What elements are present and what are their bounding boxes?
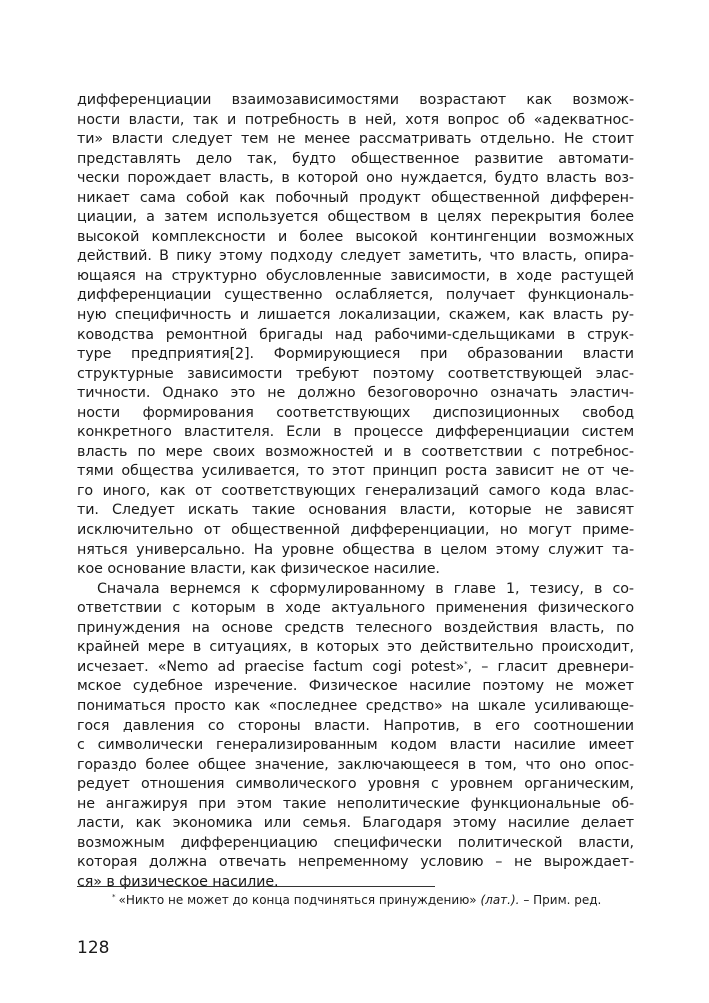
text-line: возможным дифференциацию специфически политической власти,	[77, 834, 634, 851]
text-line: с символически генерализированным кодом власти насилие имеет	[77, 737, 634, 754]
text-line: ти. Следует искать такие основания власти, которые не зависят	[77, 502, 634, 519]
text-line: циации, а затем используется обществом в целях перекрытия более	[77, 209, 634, 226]
text-line: го иного, как от соответствующих генерализаций самого кода влас-	[77, 482, 634, 499]
text-line: высокой комплексности и более высокой контингенции возможных	[77, 228, 634, 245]
text-line	[77, 658, 634, 678]
text-line: Сначала вернемся к сформулированному в главе 1, тезису, в со-	[97, 580, 634, 597]
text-line: гораздо более общее значение, заключающееся в том, что оно опос-	[77, 756, 634, 773]
text-line: крайней мере в ситуациях, в которых это действительно происходит,	[77, 639, 634, 656]
text-line: ответствии с которым в ходе актуального применения физического	[77, 600, 634, 617]
page-body	[77, 91, 634, 892]
text-line: не ангажируя при этом такие неполитические функциональные об-	[77, 795, 634, 812]
text-line: структурные зависимости требуют поэтому соответствующей элас-	[77, 365, 634, 382]
footnote	[112, 888, 652, 909]
text-line: чески порождает власть, в которой оно нуждается, будто власть воз-	[77, 170, 634, 187]
footnote-editor-note: – Прим. ред.	[523, 893, 602, 907]
latin-quote: исчезает. «Nemo ad praecise factum cogi potest»	[77, 658, 465, 675]
text-line: власть по мере своих возможностей и в соответствии с потребнос-	[77, 443, 634, 460]
text-line: дифференциации существенно ослабляется, получает функциональ-	[77, 287, 634, 304]
paragraph-2	[77, 580, 634, 893]
text-fragment: , – гласит древнери-	[467, 658, 634, 675]
text-line: ласти, как экономика или семья. Благодаря этому насилие делает	[77, 815, 634, 832]
page-number: 128	[77, 938, 110, 958]
paragraph-1	[77, 91, 634, 580]
text-line: представлять дело так, будто общественное развитие автомати-	[77, 150, 634, 167]
text-line: конкретного властителя. Если в процессе дифференциации систем	[77, 424, 634, 441]
text-line: никает сама собой как побочный продукт общественной дифферен-	[77, 189, 634, 206]
text-line: пониматься просто как «последнее средство» на шкале усиливающе-	[77, 697, 634, 714]
footnote-reference[interactable]: *	[464, 659, 468, 668]
text-line: ности формирования соответствующих диспозиционных свобод	[77, 404, 634, 421]
footnote-mark: *	[112, 893, 116, 901]
text-line: гося давления со стороны власти. Напротив, в его соотношении	[77, 717, 634, 734]
text-line: ся» в физическое насилие.	[77, 873, 279, 890]
text-line: ную специфичность и лишается локализации, скажем, как власть ру-	[77, 307, 634, 324]
text-line: ющаяся на структурно обусловленные зависимости, в ходе растущей	[77, 267, 634, 284]
text-line: действий. В пику этому подходу следует заметить, что власть, опира-	[77, 248, 634, 265]
text-line: дифференциации взаимозависимостями возрастают как возмож-	[77, 92, 634, 108]
footnote-divider	[77, 886, 435, 887]
text-line: исключительно от общественной дифференциации, но могут приме-	[77, 522, 634, 539]
footnote-language: (лат.).	[480, 893, 520, 907]
text-line: мское судебное изречение. Физическое насилие поэтому не может	[77, 678, 634, 695]
text-line: туре предприятия[2]. Формирующиеся при образовании власти	[77, 346, 634, 363]
text-line: принуждения на основе средств телесного воздействия власть, по	[77, 619, 634, 636]
text-line: ководства ремонтной бригады над рабочими-сдельщиками в струк-	[77, 326, 634, 343]
text-line: ности власти, так и потребность в ней, хотя вопрос об «адекватнос-	[77, 111, 634, 128]
text-line: няться универсально. На уровне общества в целом этому служит та-	[77, 541, 634, 558]
text-line: кое основание власти, как физическое насилие.	[77, 561, 440, 578]
text-line: тями общества усиливается, то этот принцип роста зависит не от че-	[77, 463, 634, 480]
footnote-text: «Никто не может до конца подчиняться принуждению»	[118, 893, 477, 907]
text-line: редует отношения символического уровня с уровнем органическим,	[77, 776, 634, 793]
text-line: тичности. Однако это не должно безоговорочно означать эластич-	[77, 385, 634, 402]
text-line: которая должна отвечать непременному условию – не вырождает-	[77, 854, 634, 871]
text-line: ти» власти следует тем не менее рассматривать отдельно. Не стоит	[77, 131, 634, 148]
